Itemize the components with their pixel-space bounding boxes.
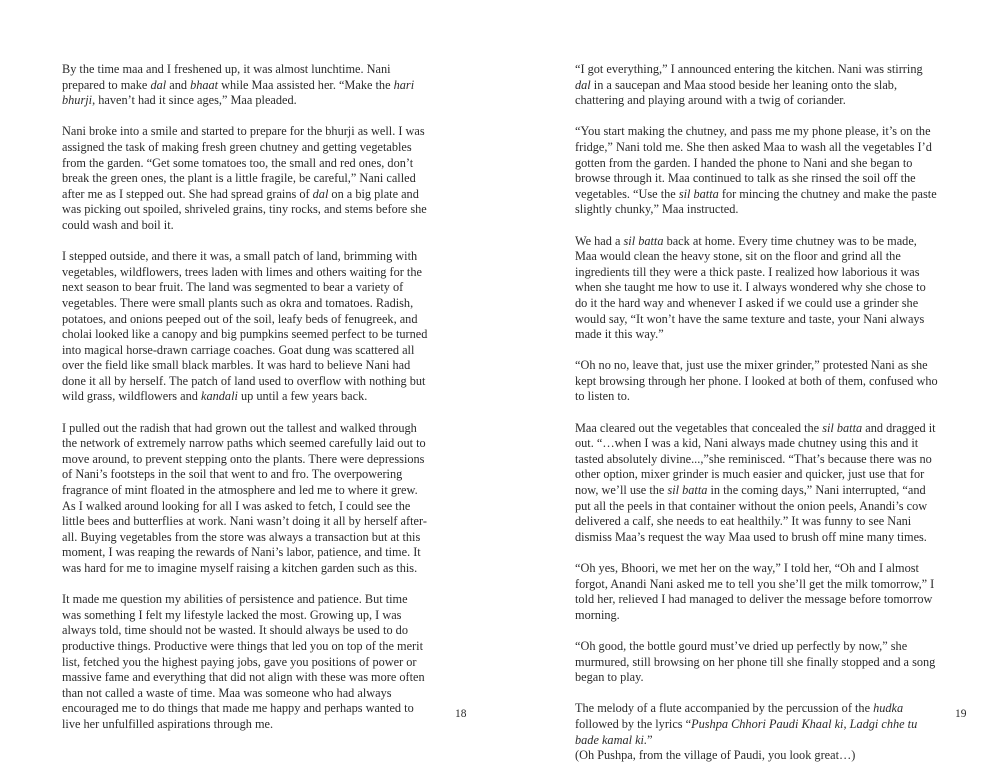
right-page: [500, 0, 1000, 763]
italic-term: sil batta: [678, 186, 719, 201]
text-run: The melody of a flute accompanied by the percussion of the: [575, 701, 874, 716]
right-page-number: 19: [955, 708, 967, 720]
italic-term: bhaat: [190, 77, 219, 92]
italic-term: hudka: [873, 701, 904, 716]
paragraph: [575, 421, 941, 546]
text-run: while Maa assisted her. “Make the: [218, 77, 394, 92]
text-run: “Oh no no, leave that, just use the mixer grinder,” protested Nani as she kept browsing through her phone. I looked at both of them, confused who to listen to.: [575, 358, 938, 404]
paragraph: [62, 124, 428, 233]
italic-term: sil batta: [822, 420, 863, 435]
text-run: ”: [647, 732, 653, 747]
paragraph: [575, 701, 941, 763]
text-run: on a big plate and was picking out spoiled, shriveled grains, tiny rocks, and stems before she could wash and boil it.: [62, 186, 427, 232]
italic-term: dal: [312, 186, 329, 201]
paragraph: [575, 358, 941, 405]
text-run: I pulled out the radish that had grown out the tallest and walked through the network of extremely narrow paths which seemed carefully laid out to move around, to prevent stepping onto the plants. There were depressions of Nani’s footsteps in the soil that went to and fro. The overpowering fragrance of mint floated in the atmosphere and led me to where it grew. As I walked around looking for all I was asked to fetch, I could see the little bees and butterflies at work. Nani wasn’t doing it all by herself after-all. Buying vegetables from the store was always a transaction but at this moment, I was reaping the rewards of Nani’s labor, patience, and time. It was hard for me to imagine myself raising a kitchen garden such as this.: [62, 420, 427, 575]
italic-term: kandali: [201, 389, 238, 404]
text-run: up until a few years back.: [237, 389, 368, 404]
paragraph: [575, 62, 941, 109]
text-run: and dragged it out. “…when I was a kid, Nani always made chutney using this and it tasted absolutely divine...,”she reminisced. “That’s because there was no other option, mixer grinder is much easier and quicker, just use that for now, we’ll use the: [575, 420, 936, 498]
italic-term: Pushpa Chhori Paudi Khaal ki, Ladgi chhe tu bade kamal ki.: [575, 716, 918, 747]
text-run: “You start making the chutney, and pass me my phone please, it’s on the fridge,” Nani told me. She then asked Maa to wash all the vegetables I’d gotten from the garden. I handed the phone to Nani and she began to browse through it. Maa continued to talk as she rinsed the soil off the vegetables. “Use the: [575, 124, 932, 201]
text-run: and: [166, 77, 191, 92]
text-run: back at home. Every time chutney was to be made, Maa would clean the heavy stone, sit on the floor and grind all the ingredients till they were a thick paste. I realized how laborious it was when she taught me how to use it. I always wondered why she chose to do it the hard way and whenever I asked if we could use a grinder she would say, “It won’t have the same texture and taste, your Nani always made it this way.”: [575, 233, 926, 342]
text-run: , haven’t had it since ages,” Maa pleaded.: [92, 93, 297, 108]
paragraph: [575, 561, 941, 623]
text-run: Maa cleared out the vegetables that concealed the: [575, 420, 823, 435]
text-run: Nani broke into a smile and started to prepare for the bhurji as well. I was assigned the task of making fresh green chutney and getting vegetables from the garden. “Get some tomatoes too, the small and red ones, don’t break the green ones, the plant is a little fragile, be careful,” Nani called after me as I stepped out. She had spread grains of: [62, 124, 425, 201]
left-page-text: [62, 62, 428, 733]
text-run: for mincing the chutney and make the paste slightly chunky,” Maa instructed.: [575, 186, 937, 217]
text-run: (Oh Pushpa, from the village of Paudi, you look great…): [575, 748, 856, 763]
italic-term: hari bhurji: [62, 77, 415, 108]
text-run: “Oh good, the bottle gourd must’ve dried up perfectly by now,” she murmured, still browsing on her phone till she finally stopped and a song began to play.: [575, 638, 936, 685]
paragraph: [575, 639, 941, 686]
right-page-text: [575, 62, 941, 764]
text-run: “Oh yes, Bhoori, we met her on the way,” I told her, “Oh and I almost forgot, Anandi Nani asked me to tell you she’ll get the milk tomorrow,” I told her, relieved I had managed to deliver the message before tomorrow morning.: [575, 561, 935, 622]
paragraph: [575, 124, 941, 218]
paragraph: [62, 62, 428, 109]
paragraph: [62, 421, 428, 577]
text-run: I stepped outside, and there it was, a small patch of land, brimming with vegetables, wildflowers, trees laden with limes and others waiting for the next season to bear fruit. The land was segmented to bear a variety of vegetables. There were small plants such as okra and tomatoes. Radish, potatoes, and onions peeped out of the soil, leafy beds of fenugreek, and cholai looked like a canopy and big pumpkins seemed perfect to be turned into magical horse-drawn carriage coaches. Goat dung was scattered all over the field like small black marbles. It was hard to believe Nani had done it all by herself. The patch of land used to overflow with nothing but wild grass, wildflowers and: [62, 249, 428, 404]
italic-term: sil batta: [667, 483, 708, 498]
left-page: [0, 0, 500, 750]
paragraph: [62, 249, 428, 405]
text-run: It made me question my abilities of persistence and patience. But time was something I felt my lifestyle lacked the most. Growing up, I was always told, time should not be wasted. It should always be used to do productive things. Productive were things that led you on top of the merit list, fetched you the highest paying jobs, gave you positions of power or massive fame and everything that did not align with these was more often than not called a waste of time. Maa was someone who had always encouraged me to do things that made me happy and perhaps wanted to live her unfulfilled aspirations through me.: [62, 592, 425, 731]
text-run: “I got everything,” I announced entering the kitchen. Nani was stirring: [575, 62, 923, 76]
text-run: We had a: [575, 233, 624, 248]
italic-term: dal: [575, 77, 591, 92]
text-run: in a saucepan and Maa stood beside her leaning onto the slab, chattering and playing around with a twig of coriander.: [575, 77, 898, 108]
left-page-number: 18: [455, 708, 467, 720]
text-run: By the time maa and I freshened up, it was almost lunchtime. Nani prepared to make: [62, 62, 391, 92]
text-run: followed by the lyrics “: [575, 716, 692, 731]
paragraph: [62, 592, 428, 732]
italic-term: dal: [150, 77, 167, 92]
italic-term: sil batta: [623, 233, 664, 248]
paragraph: [575, 234, 941, 343]
text-run: in the coming days,” Nani interrupted, “and put all the peels in that container without the onion peels, Anandi’s cow delivered a calf, she needs to eat healthily.” It was funny to see Nani dismiss Maa’s request the way Maa used to brush off mine many times.: [575, 483, 928, 544]
